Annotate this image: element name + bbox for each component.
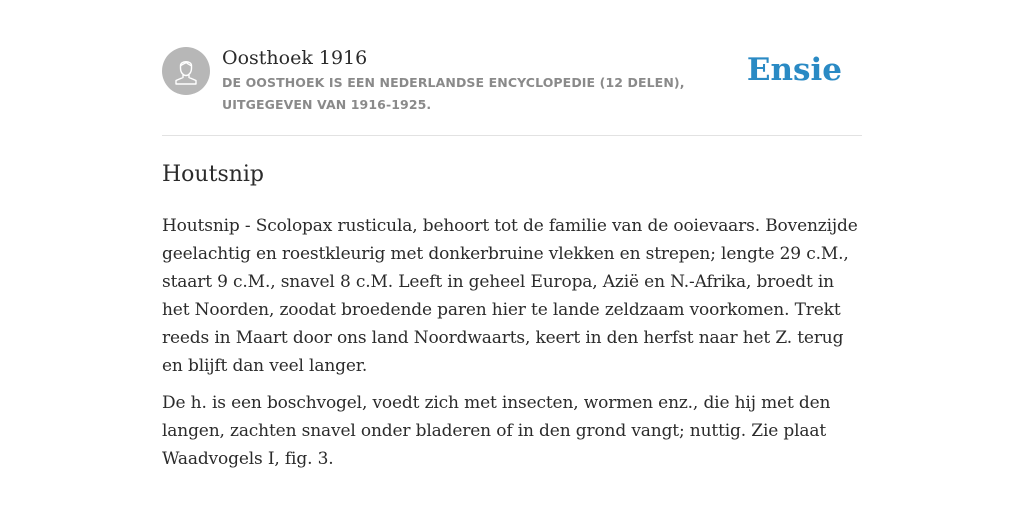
header-divider <box>162 135 862 136</box>
entry-body <box>162 212 862 482</box>
entry-paragraph: Houtsnip - Scolopax rusticula, behoort tot de familie van de ooievaars. Bovenzijde geelachtig en roestkleurig met donkerbruine vlekken en strepen; lengte 29 c.M., staart 9 c.M., snavel 8 c.M. Leeft in geheel Europa, Azië en N.-Afrika, broedt in het Noorden, zoodat broedende paren hier te lande zeldzaam voorkomen. Trekt reeds in Maart door ons land Noordwaarts, keert in den herfst naar het Z. terug en blijft dan veel langer. <box>162 216 858 376</box>
source-avatar[interactable] <box>162 47 210 95</box>
source-description: DE OOSTHOEK IS EEN NEDERLANDSE ENCYCLOPEDIE (12 DELEN), UITGEGEVEN VAN 1916-1925. <box>222 75 685 112</box>
entry-title: Houtsnip <box>162 162 265 187</box>
ensie-logo-link[interactable]: Ensie <box>746 52 842 88</box>
source-title[interactable]: Oosthoek 1916 <box>222 47 368 69</box>
entry-paragraph: De h. is een boschvogel, voedt zich met insecten, wormen enz., die hij met den langen, zachten snavel onder bladeren of in den grond vangt; nuttig. Zie plaat Waadvogels I, fig. 3. <box>162 393 831 469</box>
user-icon <box>162 47 210 95</box>
source-header <box>162 45 862 135</box>
